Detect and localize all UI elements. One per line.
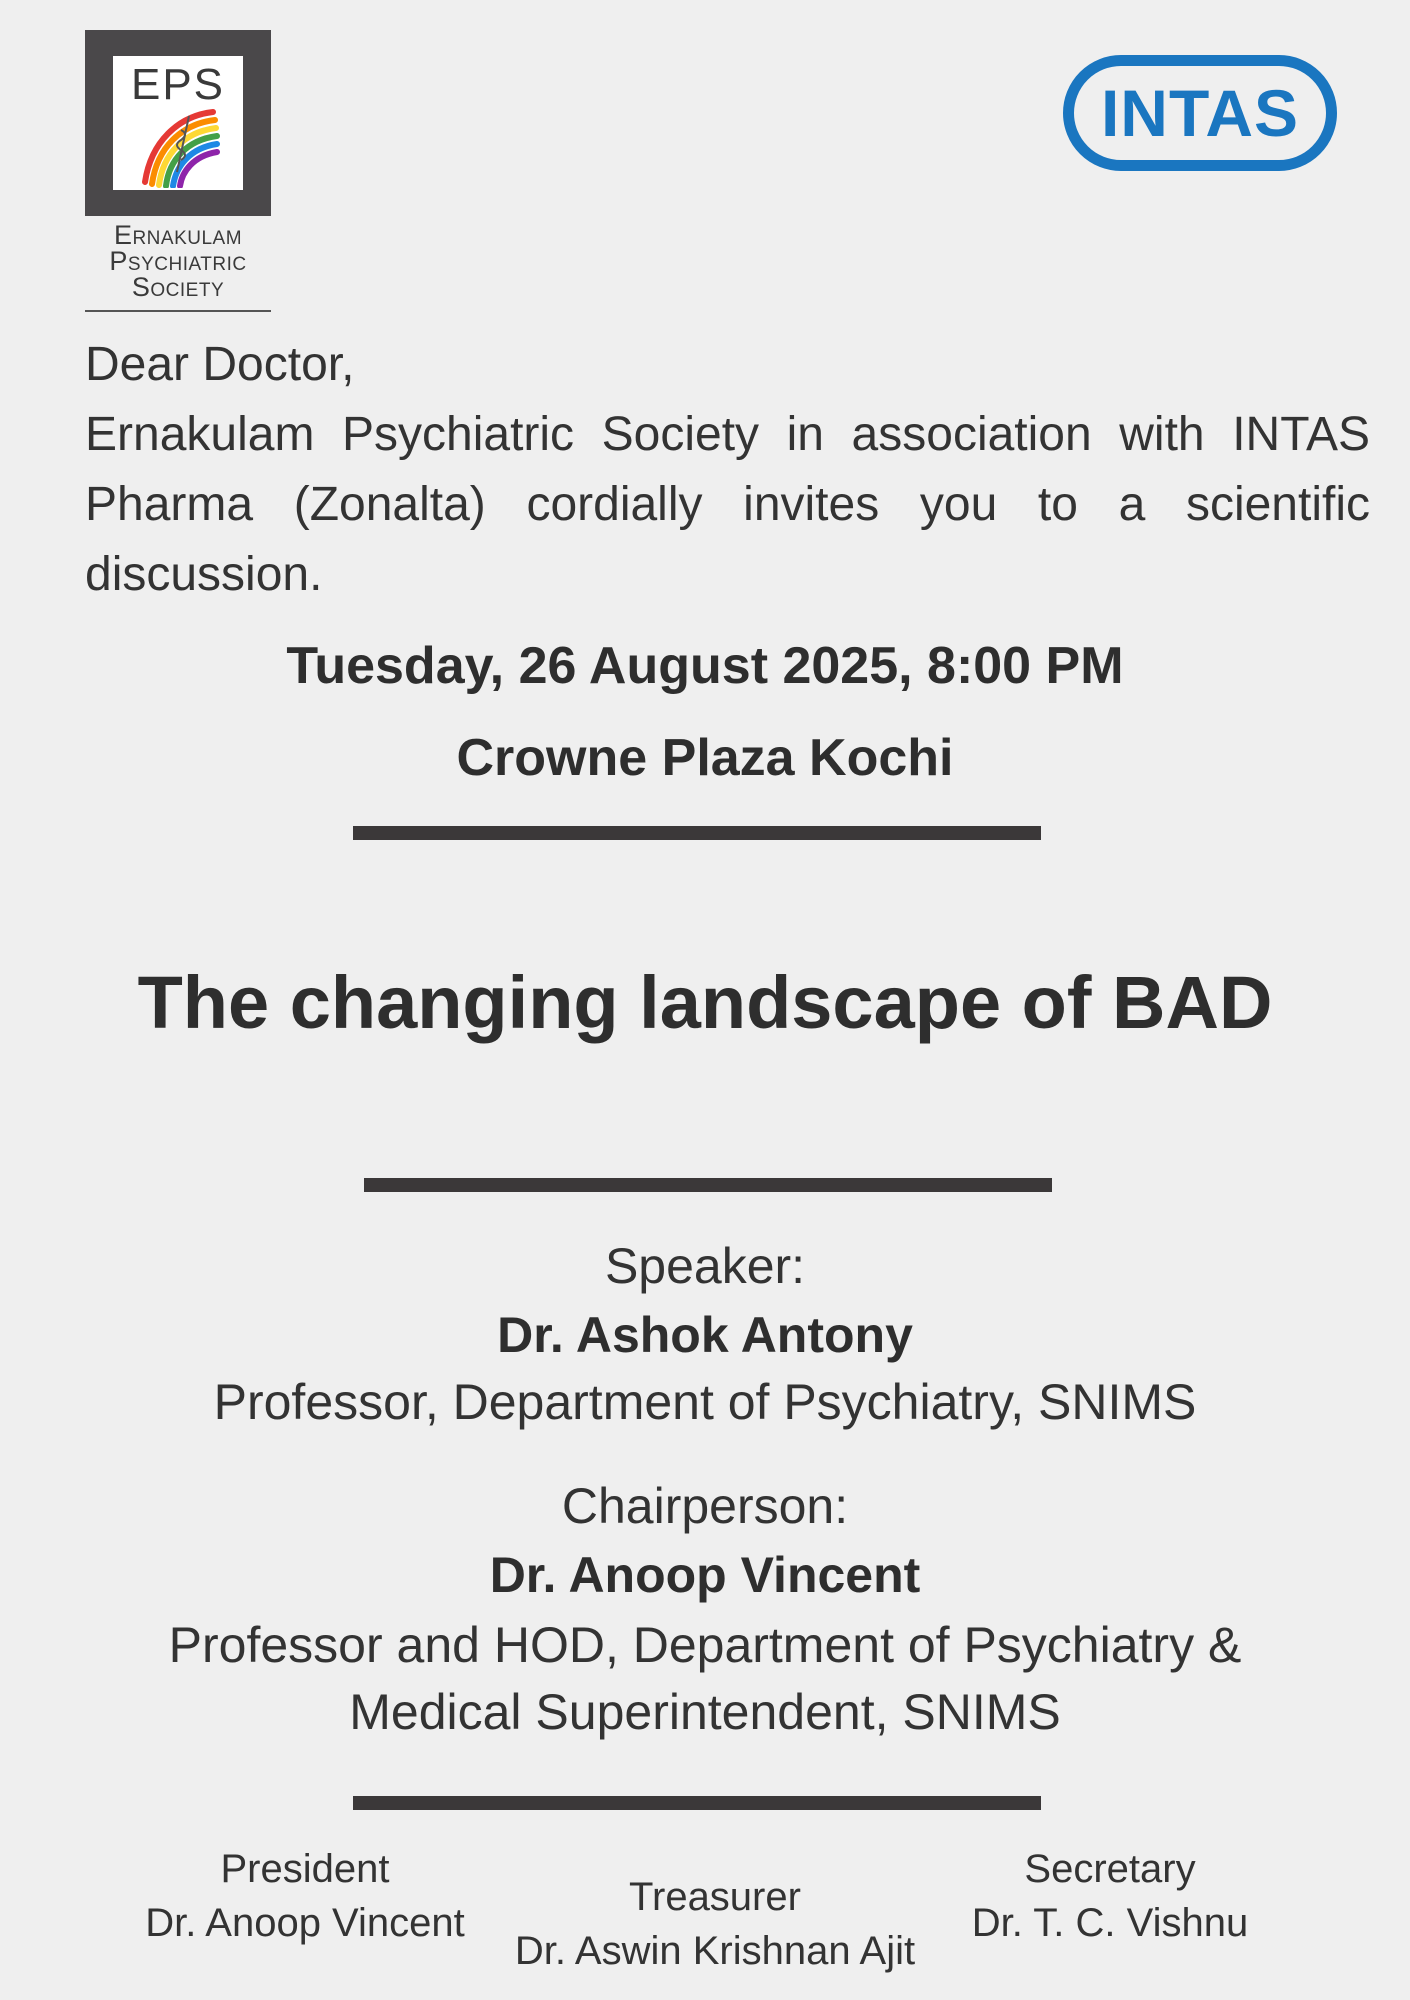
chairperson-heading: Chairperson: <box>561 1478 849 1534</box>
rainbow-caduceus-icon <box>133 102 223 188</box>
divider <box>364 1178 1052 1192</box>
officer-treasurer <box>500 1870 930 1978</box>
intas-logo-text: INTAS <box>1100 76 1300 150</box>
officer-president <box>120 1842 490 1950</box>
speaker-role: Professor, Department of Psychiatry, SNIMS <box>213 1374 1197 1430</box>
event-datetime: Tuesday, 26 August 2025, 8:00 PM <box>286 637 1124 695</box>
officer-title: President <box>220 1847 390 1891</box>
speaker-heading: Speaker: <box>604 1238 806 1294</box>
eps-logo <box>85 30 271 314</box>
officer-title: Treasurer <box>629 1875 801 1919</box>
officer-name: Dr. T. C. Vishnu <box>971 1901 1249 1945</box>
officer-name: Dr. Aswin Krishnan Ajit <box>514 1929 916 1973</box>
eps-logo-frame <box>85 30 271 216</box>
speaker-name: Dr. Ashok Antony <box>497 1307 913 1363</box>
divider <box>353 1796 1041 1810</box>
invitation-letter <box>85 330 1370 610</box>
event-venue: Crowne Plaza Kochi <box>456 729 954 787</box>
chairperson-name: Dr. Anoop Vincent <box>489 1547 921 1603</box>
chairperson-role: Professor and HOD, Department of Psychiatry & Medical Superintendent, SNIMS <box>168 1617 1242 1740</box>
eps-logo-abbr: EPS <box>130 60 226 109</box>
greeting: Dear Doctor, <box>85 338 355 391</box>
intas-logo <box>1063 55 1337 171</box>
divider <box>353 826 1041 840</box>
divider <box>85 310 271 312</box>
officer-name: Dr. Anoop Vincent <box>145 1901 465 1945</box>
officer-title: Secretary <box>1024 1847 1196 1891</box>
officer-secretary <box>940 1842 1280 1950</box>
talk-title: The changing landscape of BAD <box>137 961 1273 1044</box>
eps-logo-name: Ernakulam Psychiatric Society <box>109 220 247 302</box>
invitation-text: Ernakulam Psychiatric Society in association with INTAS Pharma (Zonalta) cordially invites you to a scientific discussion. <box>85 408 1370 601</box>
